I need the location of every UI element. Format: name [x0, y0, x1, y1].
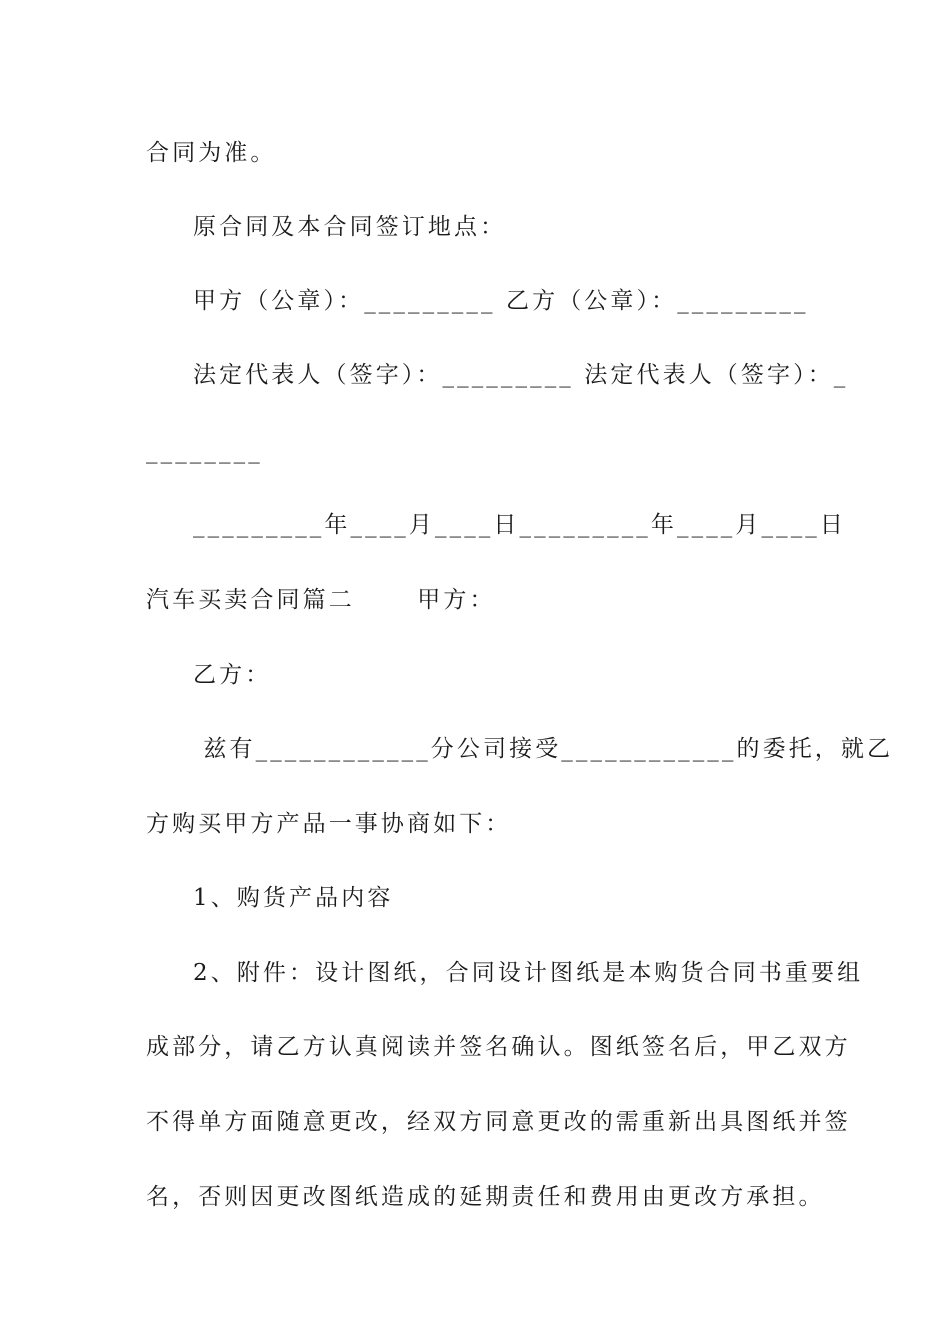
- clause-2-line-3: 不得单方面随意更改，经双方同意更改的需重新出具图纸并签: [146, 1109, 851, 1135]
- legal-rep-signature-line: 法定代表人（签字）：_________ 法定代表人（签字）：_: [193, 362, 849, 388]
- date-line: _________年____月____日_________年____月____日: [193, 512, 846, 538]
- text-line-9: 兹有____________分公司接受____________的委托，就乙: [193, 736, 894, 762]
- text-line-1: 合同为准。: [146, 140, 277, 166]
- clause-1: 1、购货产品内容: [193, 885, 394, 911]
- text-line-2: 原合同及本合同签订地点：: [193, 214, 507, 240]
- signature-continuation-line: ________: [146, 438, 263, 464]
- section-heading-line: 汽车买卖合同篇二 甲方：: [146, 587, 496, 613]
- clause-2-line-4: 名，否则因更改图纸造成的延期责任和费用由更改方承担。: [146, 1184, 825, 1210]
- clause-2-line-2: 成部分，请乙方认真阅读并签名确认。图纸签名后，甲乙双方: [146, 1034, 851, 1060]
- text-line-10: 方购买甲方产品一事协商如下：: [146, 811, 512, 837]
- clause-2-line-1: 2、附件：设计图纸，合同设计图纸是本购货合同书重要组: [193, 960, 864, 986]
- party-b-line: 乙方：: [193, 662, 272, 688]
- party-seal-line: 甲方（公章）：_________ 乙方（公章）：_________: [193, 288, 809, 314]
